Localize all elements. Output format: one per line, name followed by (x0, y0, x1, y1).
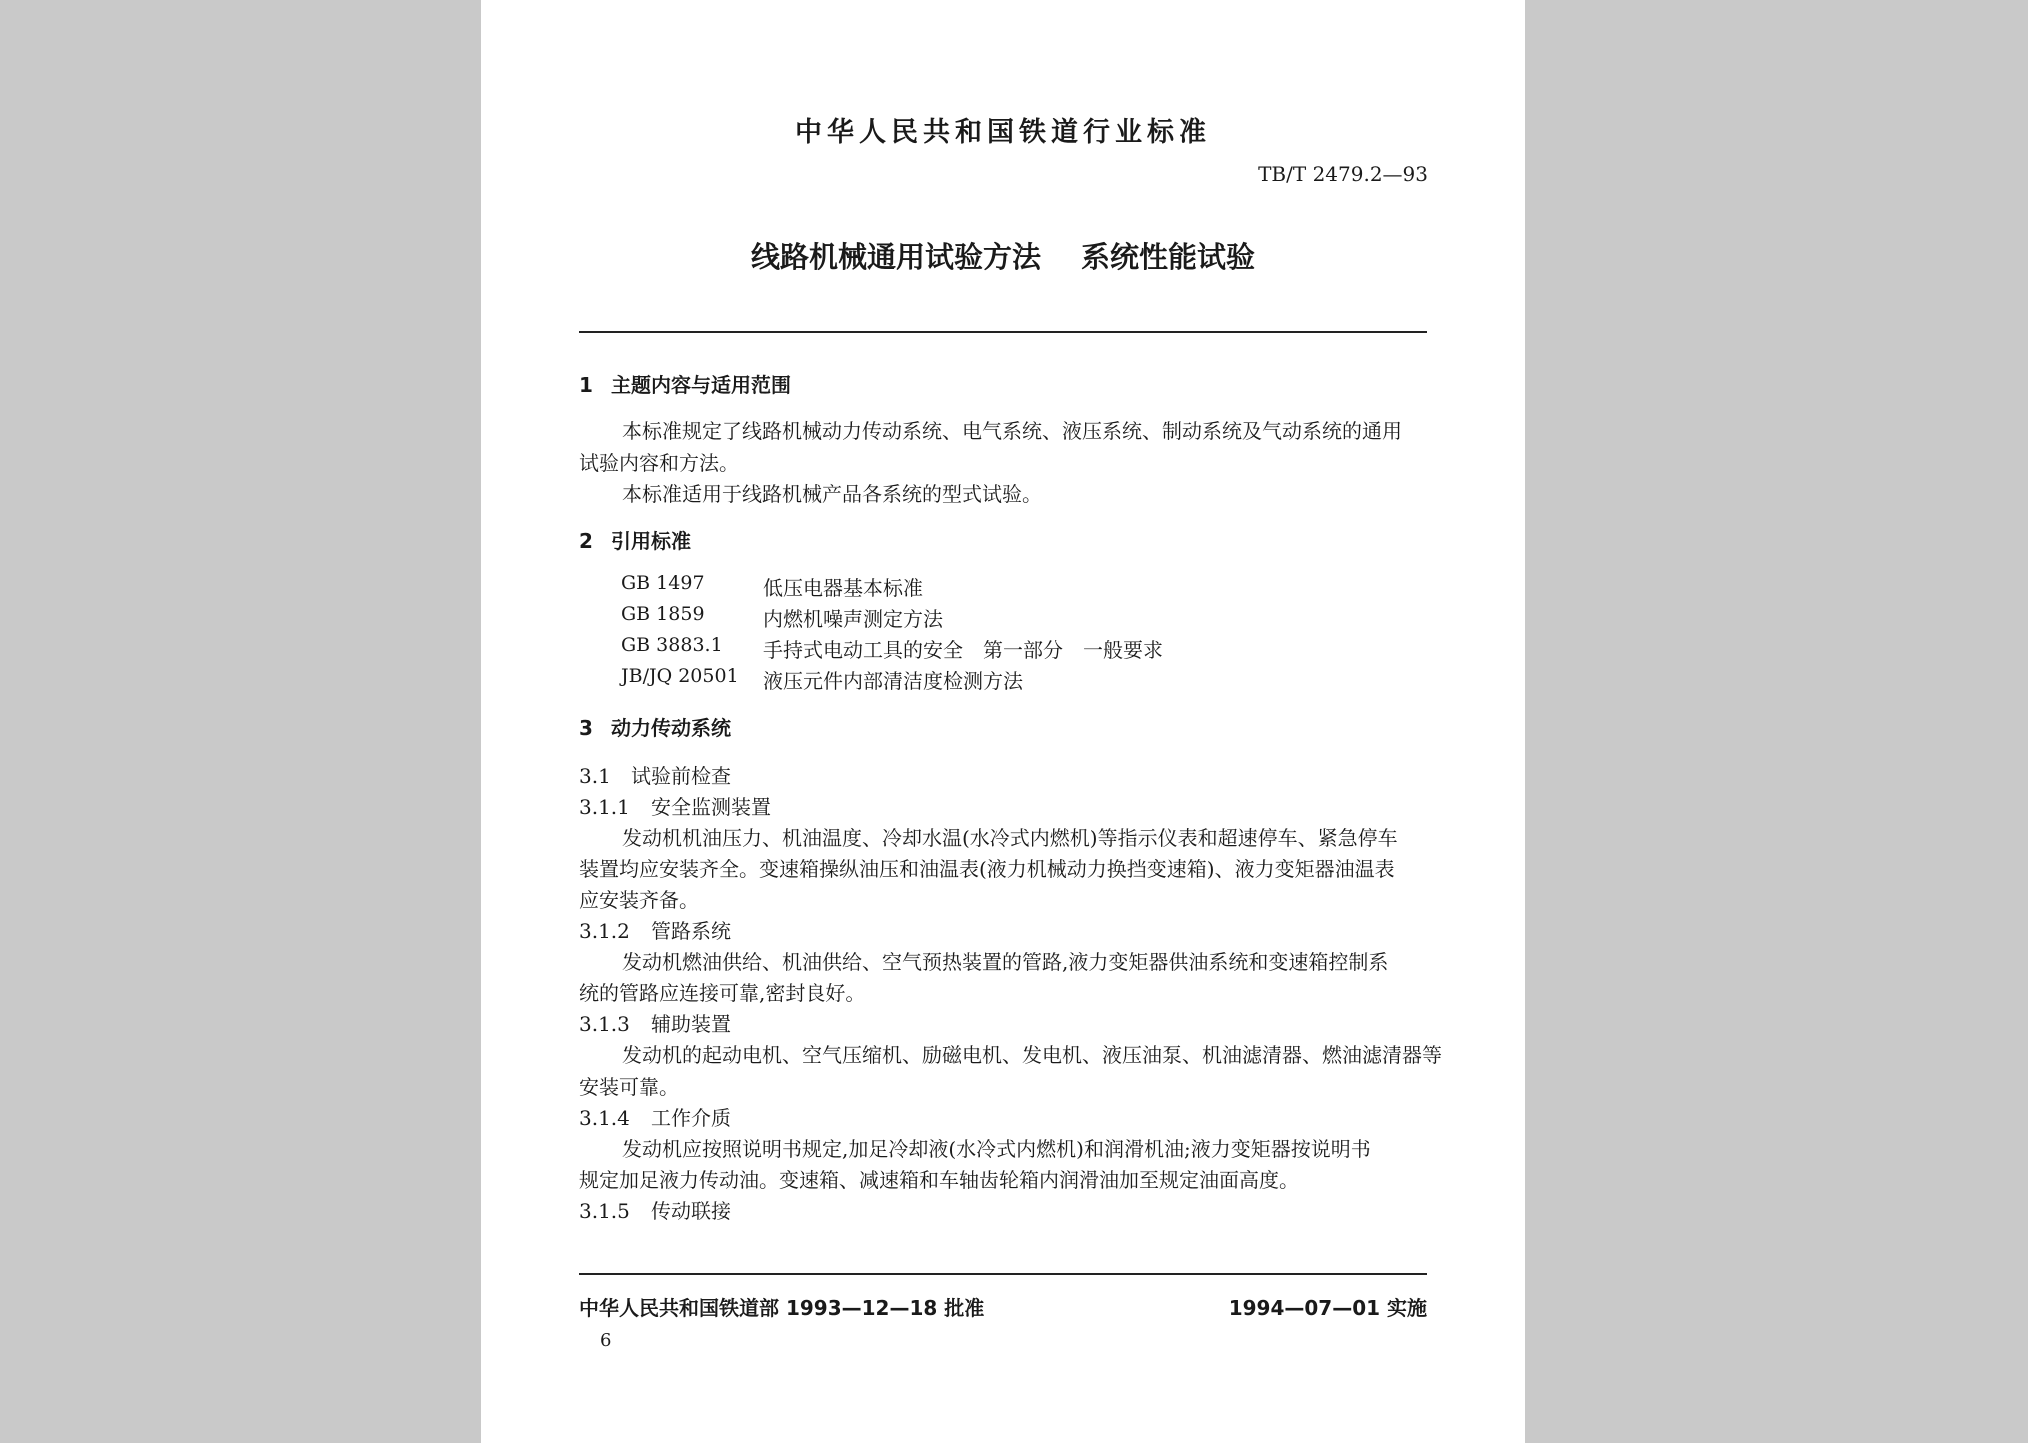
subsection-3-1-5-heading (579, 1195, 731, 1224)
header-rule (579, 331, 1427, 333)
document-title (481, 235, 1525, 276)
subsection-3-1-2-heading (579, 915, 731, 944)
effective-date: 1994—07—01 实施 (1228, 1296, 1427, 1320)
subsection-number: 3.1.3 (579, 1012, 630, 1036)
paragraph-line: 发动机的起动电机、空气压缩机、励磁电机、发电机、液压油泵、机油滤清器、燃油滤清器等 (622, 1043, 1442, 1067)
paragraph-line: 发动机燃油供给、机油供给、空气预热装置的管路,液力变矩器供油系统和变速箱控制系 (622, 950, 1389, 974)
subsection-3-1-4-heading (579, 1102, 731, 1131)
page-number: 6 (600, 1330, 612, 1351)
approval-line: 中华人民共和国铁道部 1993—12—18 批准 (579, 1296, 985, 1320)
subsection-title: 试验前检查 (631, 764, 731, 788)
reference-title: 液压元件内部清洁度检测方法 (763, 669, 1023, 693)
section-3-heading (579, 712, 731, 741)
reference-code: JB/JQ 20501 (621, 665, 739, 687)
document-page (481, 0, 1525, 1443)
reference-title: 内燃机噪声测定方法 (763, 607, 943, 631)
reference-title: 低压电器基本标准 (763, 576, 923, 600)
subsection-title: 传动联接 (651, 1199, 731, 1223)
paragraph-line: 统的管路应连接可靠,密封良好。 (579, 981, 866, 1005)
reference-code: GB 1497 (621, 572, 705, 594)
section-1-heading (579, 369, 791, 398)
subsection-number: 3.1.2 (579, 919, 630, 943)
paragraph-line: 规定加足液力传动油。变速箱、减速箱和车轴齿轮箱内润滑油加至规定油面高度。 (579, 1168, 1299, 1192)
paragraph-line: 应安装齐备。 (579, 888, 699, 912)
reference-code: GB 3883.1 (621, 634, 723, 656)
standard-code: TB/T 2479.2—93 (1258, 162, 1428, 186)
subsection-number: 3.1.4 (579, 1106, 630, 1130)
subsection-3-1-3-heading (579, 1008, 731, 1037)
reference-code: GB 1859 (621, 603, 705, 625)
subsection-3-1-heading (579, 760, 731, 789)
section-number: 1 (579, 373, 593, 397)
subsection-title: 辅助装置 (651, 1012, 731, 1036)
footer-rule (579, 1273, 1427, 1275)
subsection-number: 3.1.1 (579, 795, 630, 819)
subsection-3-1-1-heading (579, 791, 771, 820)
subsection-number: 3.1 (579, 764, 611, 788)
reference-title: 手持式电动工具的安全 第一部分 一般要求 (763, 638, 1163, 662)
subsection-title: 管路系统 (651, 919, 731, 943)
title-main: 线路机械通用试验方法 (750, 240, 1041, 274)
paragraph-line: 本标准适用于线路机械产品各系统的型式试验。 (622, 482, 1042, 506)
subsection-title: 安全监测装置 (651, 795, 771, 819)
paragraph-line: 本标准规定了线路机械动力传动系统、电气系统、液压系统、制动系统及气动系统的通用 (622, 419, 1402, 443)
subsection-number: 3.1.5 (579, 1199, 630, 1223)
paragraph-line: 发动机应按照说明书规定,加足冷却液(水冷式内燃机)和润滑机油;液力变矩器按说明书 (622, 1137, 1371, 1161)
section-title: 主题内容与适用范围 (611, 373, 791, 397)
paragraph-line: 安装可靠。 (579, 1075, 679, 1099)
section-number: 3 (579, 716, 593, 740)
paragraph-line: 试验内容和方法。 (579, 451, 739, 475)
subsection-title: 工作介质 (651, 1106, 731, 1130)
section-title: 引用标准 (611, 529, 691, 553)
section-2-heading (579, 525, 691, 554)
issuing-organization: 中华人民共和国铁道行业标准 (795, 117, 1211, 148)
title-sub: 系统性能试验 (1081, 240, 1256, 274)
section-title: 动力传动系统 (611, 716, 731, 740)
section-number: 2 (579, 529, 593, 553)
paragraph-line: 装置均应安装齐全。变速箱操纵油压和油温表(液力机械动力换挡变速箱)、液力变矩器油温表 (579, 857, 1395, 881)
paragraph-line: 发动机机油压力、机油温度、冷却水温(水冷式内燃机)等指示仪表和超速停车、紧急停车 (622, 826, 1398, 850)
